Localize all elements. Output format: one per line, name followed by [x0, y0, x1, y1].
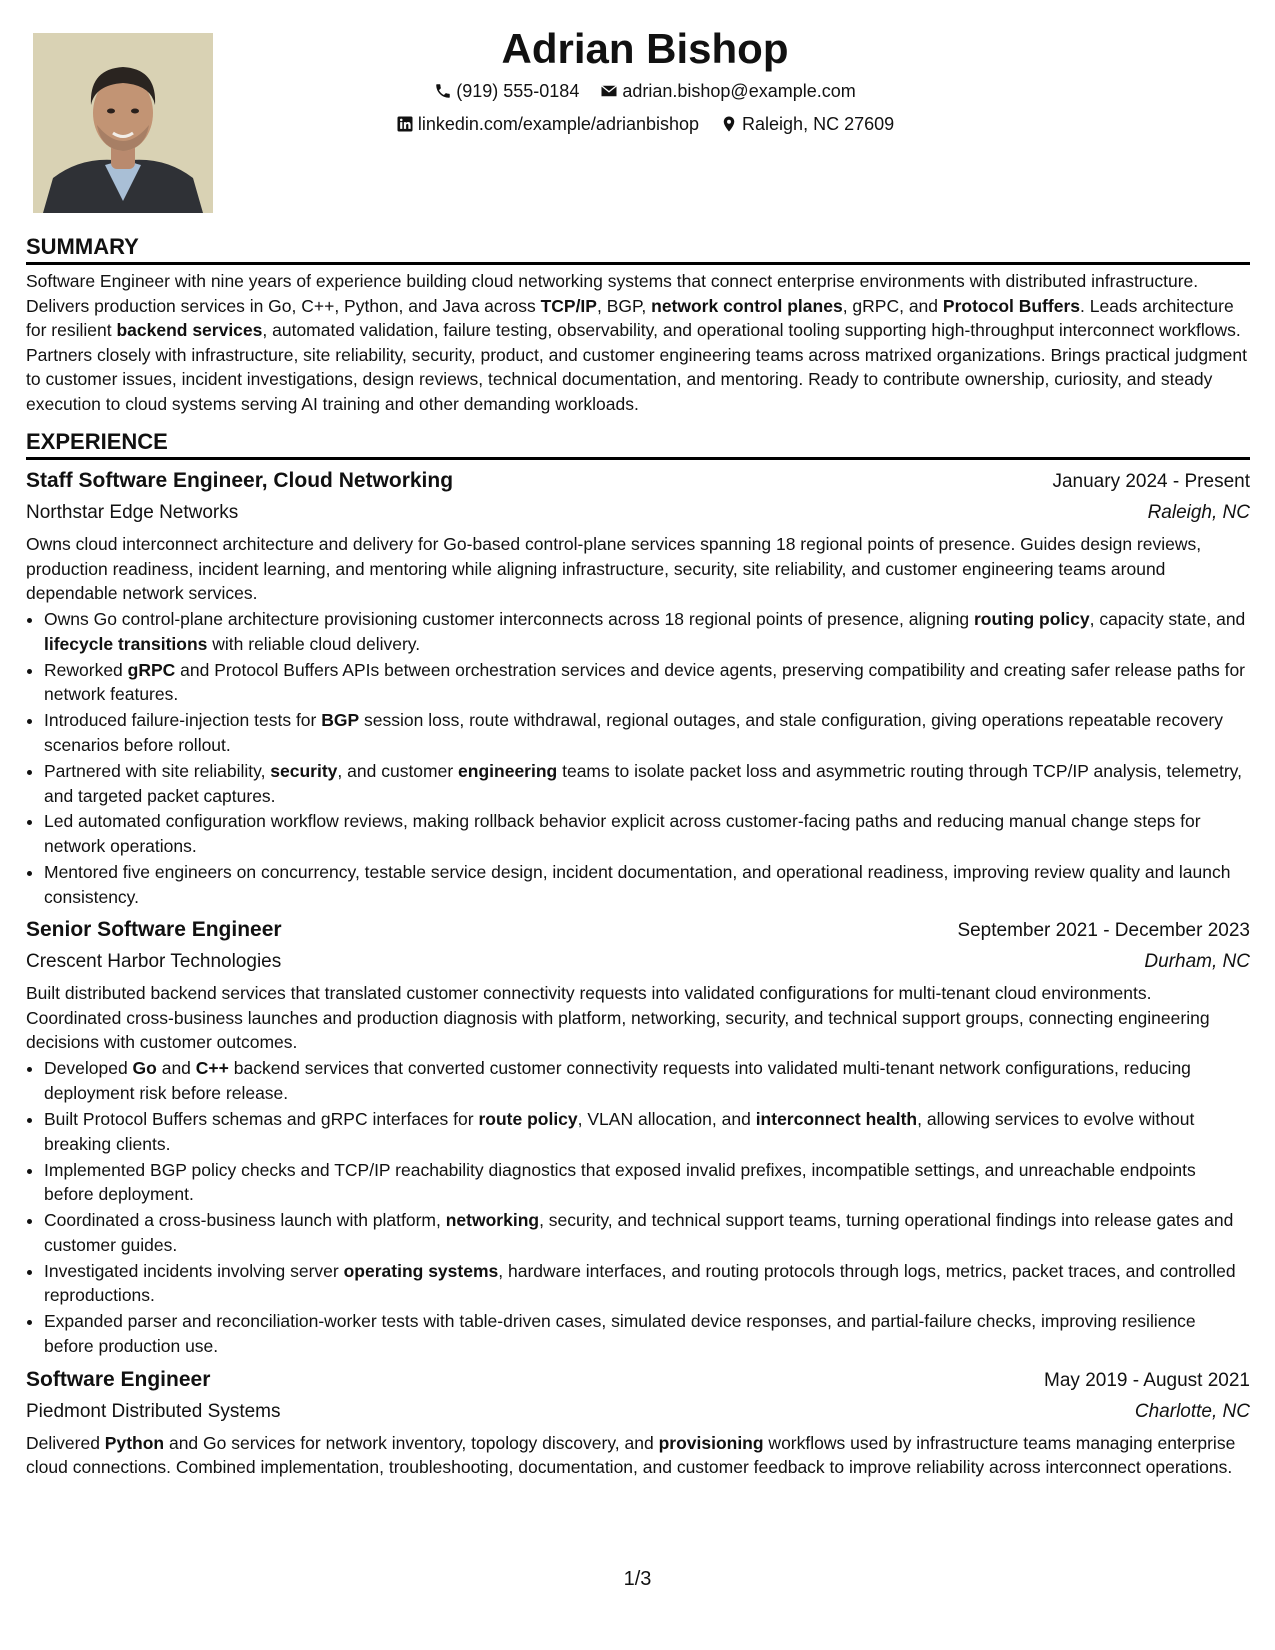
job-location: Durham, NC — [1144, 951, 1250, 973]
bold-keyword: BGP — [321, 710, 360, 731]
bold-keyword: route policy — [478, 1109, 578, 1129]
text-segment: Delivered — [26, 1432, 105, 1453]
text-segment: Introduced failure-injection tests for — [44, 710, 322, 731]
email-address[interactable]: adrian.bishop@example.com — [622, 81, 856, 101]
bullet-item — [44, 809, 1250, 858]
bold-keyword: interconnect health — [755, 1109, 918, 1129]
bold-keyword: networking — [445, 1210, 540, 1231]
text-segment: Owns cloud interconnect architecture and delivery for Go-based control-plane services spanning 18 regional points of presence. Guides design reviews, production readiness, incident learning, and mentoring while aligning infrastructure, security, site reliability, and customer engineering teams around dependable network services. — [26, 534, 1202, 604]
bold-keyword: network control planes — [651, 295, 843, 316]
summary-text — [26, 269, 1250, 417]
job-description — [26, 532, 1250, 606]
text-segment: , capacity state, and — [1089, 609, 1246, 630]
phone-number: (919) 555-0184 — [456, 81, 580, 101]
bullet-item — [44, 1259, 1250, 1308]
text-segment: with reliable cloud delivery. — [207, 633, 421, 654]
job-company: Crescent Harbor Technologies — [26, 951, 282, 973]
text-segment: Implemented BGP policy checks and TCP/IP reachability diagnostics that exposed invalid prefixes, incompatible settings, and unreachable endpoints before deployment. — [44, 1159, 1196, 1205]
jobs-list — [26, 466, 1250, 1480]
bullet-item — [44, 658, 1250, 707]
contact-line-2 — [240, 109, 1050, 142]
bullet-item — [44, 759, 1250, 808]
linkedin-icon — [396, 115, 414, 133]
text-segment: Developed — [44, 1058, 133, 1079]
bold-keyword: backend services — [116, 320, 263, 341]
bold-keyword: Go — [132, 1058, 157, 1079]
bold-keyword: engineering — [458, 760, 558, 781]
text-segment: Reworked — [44, 659, 128, 680]
text-segment: backend services that converted customer connectivity requests into validated multi-tenant network configurations, reducing deployment risk before release. — [44, 1058, 1191, 1104]
text-segment: Built Protocol Buffers schemas and gRPC interfaces for — [44, 1109, 479, 1129]
job-bullets — [26, 607, 1250, 909]
job-description — [26, 981, 1250, 1055]
bold-keyword: C++ — [195, 1058, 229, 1079]
job-description — [26, 1431, 1250, 1480]
text-segment: and Protocol Buffers APIs between orchestration services and device agents, preserving compatibility and creating safer release paths for network features. — [44, 659, 1246, 705]
bold-keyword: gRPC — [127, 659, 176, 680]
text-segment: Investigated incidents involving server — [44, 1260, 344, 1281]
text-segment: Software Engineer with nine years of experience building cloud networking systems that connect enterprise environments with distributed infrastructure. Delivers production services in Go, C++, Python, and Java across — [26, 271, 1199, 316]
summary-heading: SUMMARY — [26, 233, 1250, 265]
text-segment: Mentored five engineers on concurrency, testable service design, incident documentation, and operational readiness, improving review quality and launch consistency. — [44, 862, 1231, 907]
job-header-row — [26, 1365, 1250, 1396]
location-text: Raleigh, NC 27609 — [742, 114, 895, 134]
phone-icon — [434, 82, 452, 100]
job-location: Raleigh, NC — [1147, 502, 1250, 523]
profile-photo — [33, 33, 213, 213]
map-pin-icon — [720, 115, 738, 133]
job-location: Charlotte, NC — [1134, 1400, 1250, 1422]
page-number: 1/3 — [623, 1568, 652, 1590]
text-segment: Owns Go control-plane architecture provisioning customer interconnects across 18 regional points of presence, aligning — [44, 609, 974, 630]
bullet-item — [44, 1158, 1250, 1207]
bold-keyword: lifecycle transitions — [44, 633, 208, 654]
text-segment: and Go services for network inventory, topology discovery, and — [164, 1432, 659, 1453]
job-company-row — [26, 1396, 1250, 1427]
envelope-icon — [600, 82, 618, 100]
job-bullets — [26, 1056, 1250, 1358]
bold-keyword: security — [270, 760, 338, 781]
text-segment: , automated validation, failure testing, observability, and operational tooling supporting high-throughput interconnect workflows. Partners closely with infrastructure, site reliability, security, product, and customer engineering teams across matrixed organizations. Brings practical judgment to customer issues, incident investigations, design reviews, technical documentation, and mentoring. Ready to contribute ownership, curiosity, and steady execution to cloud systems serving AI training and other demanding workloads. — [26, 320, 1247, 414]
candidate-name: Adrian Bishop — [501, 25, 789, 72]
bold-keyword: Python — [104, 1432, 165, 1453]
job-dates: May 2019 - August 2021 — [1044, 1369, 1250, 1391]
job-title: Staff Software Engineer, Cloud Networking — [26, 469, 454, 492]
job-entry — [26, 1365, 1250, 1480]
linkedin-url[interactable]: linkedin.com/example/adrianbishop — [417, 114, 700, 134]
bullet-item — [44, 1208, 1250, 1257]
text-segment: Led automated configuration workflow reviews, making rollback behavior explicit across customer-facing paths and reducing manual change steps for network operations. — [44, 811, 1201, 857]
job-entry — [26, 915, 1250, 1358]
text-segment: , BGP, — [596, 295, 652, 316]
bullet-item — [44, 1309, 1250, 1358]
text-segment: session loss, route withdrawal, regional outages, and stale configuration, giving operations repeatable recovery scenarios before rollout. — [44, 710, 1224, 755]
job-entry — [26, 466, 1250, 909]
bullet-item — [44, 708, 1250, 757]
linkedin-contact[interactable] — [396, 109, 699, 139]
bold-keyword: operating systems — [343, 1260, 499, 1281]
bold-keyword: routing policy — [973, 609, 1090, 630]
text-segment: , hardware interfaces, and routing protocols through logs, metrics, packet traces, and controlled reproductions. — [44, 1260, 1236, 1306]
text-segment: Built distributed backend services that translated customer connectivity requests into validated configurations for multi-tenant cloud environments. Coordinated cross-business launches and production diagnosis with platform, networking, security, and technical support groups, connecting engineering decisions with customer outcomes. — [26, 983, 1210, 1053]
phone-contact — [434, 76, 579, 106]
bullet-item — [44, 607, 1250, 656]
email-contact[interactable] — [600, 76, 855, 106]
job-company-row — [26, 946, 1250, 977]
bullet-item — [44, 860, 1250, 909]
job-dates: January 2024 - Present — [1052, 471, 1250, 492]
bold-keyword: TCP/IP — [540, 295, 597, 316]
job-header-row — [26, 466, 1250, 497]
summary-section — [26, 233, 1250, 417]
job-company-row — [26, 497, 1250, 528]
text-segment: workflows used by infrastructure teams managing enterprise cloud connections. Combined implementation, troubleshooting, documentation, and customer feedback to improve reliability across interconnect operations. — [26, 1432, 1236, 1478]
portrait-image — [33, 33, 213, 213]
bullet-item — [44, 1107, 1250, 1156]
text-segment: . Leads architecture for resilient — [26, 295, 1234, 341]
location-contact — [720, 109, 894, 139]
text-segment: , and customer — [337, 760, 459, 781]
experience-section — [26, 428, 1250, 1480]
text-segment: Expanded parser and reconciliation-worker tests with table-driven cases, simulated device responses, and partial-failure checks, improving resilience before production use. — [44, 1311, 1196, 1356]
job-company: Piedmont Distributed Systems — [26, 1400, 281, 1422]
job-title: Senior Software Engineer — [26, 918, 282, 942]
text-segment: Coordinated a cross-business launch with platform, — [44, 1210, 446, 1231]
bold-keyword: provisioning — [658, 1432, 764, 1453]
job-title: Software Engineer — [26, 1367, 211, 1391]
contact-line-1 — [240, 76, 1050, 109]
job-header-row — [26, 915, 1250, 946]
experience-heading: EXPERIENCE — [26, 428, 1250, 460]
text-segment: , security, and technical support teams, turning operational findings into release gates and customer guides. — [44, 1210, 1234, 1255]
text-segment: Partnered with site reliability, — [44, 760, 271, 781]
bullet-item — [44, 1056, 1250, 1105]
text-segment: , VLAN allocation, and — [577, 1109, 756, 1129]
bold-keyword: Protocol Buffers — [942, 295, 1080, 316]
job-dates: September 2021 - December 2023 — [957, 920, 1250, 942]
text-segment: and — [156, 1058, 196, 1079]
resume-header — [240, 22, 1050, 142]
text-segment: , gRPC, and — [842, 295, 943, 316]
text-segment: , allowing services to evolve without breaking clients. — [44, 1109, 1195, 1154]
job-company: Northstar Edge Networks — [26, 502, 239, 523]
text-segment: teams to isolate packet loss and asymmetric routing through TCP/IP analysis, telemetry, and targeted packet captures. — [44, 760, 1242, 806]
